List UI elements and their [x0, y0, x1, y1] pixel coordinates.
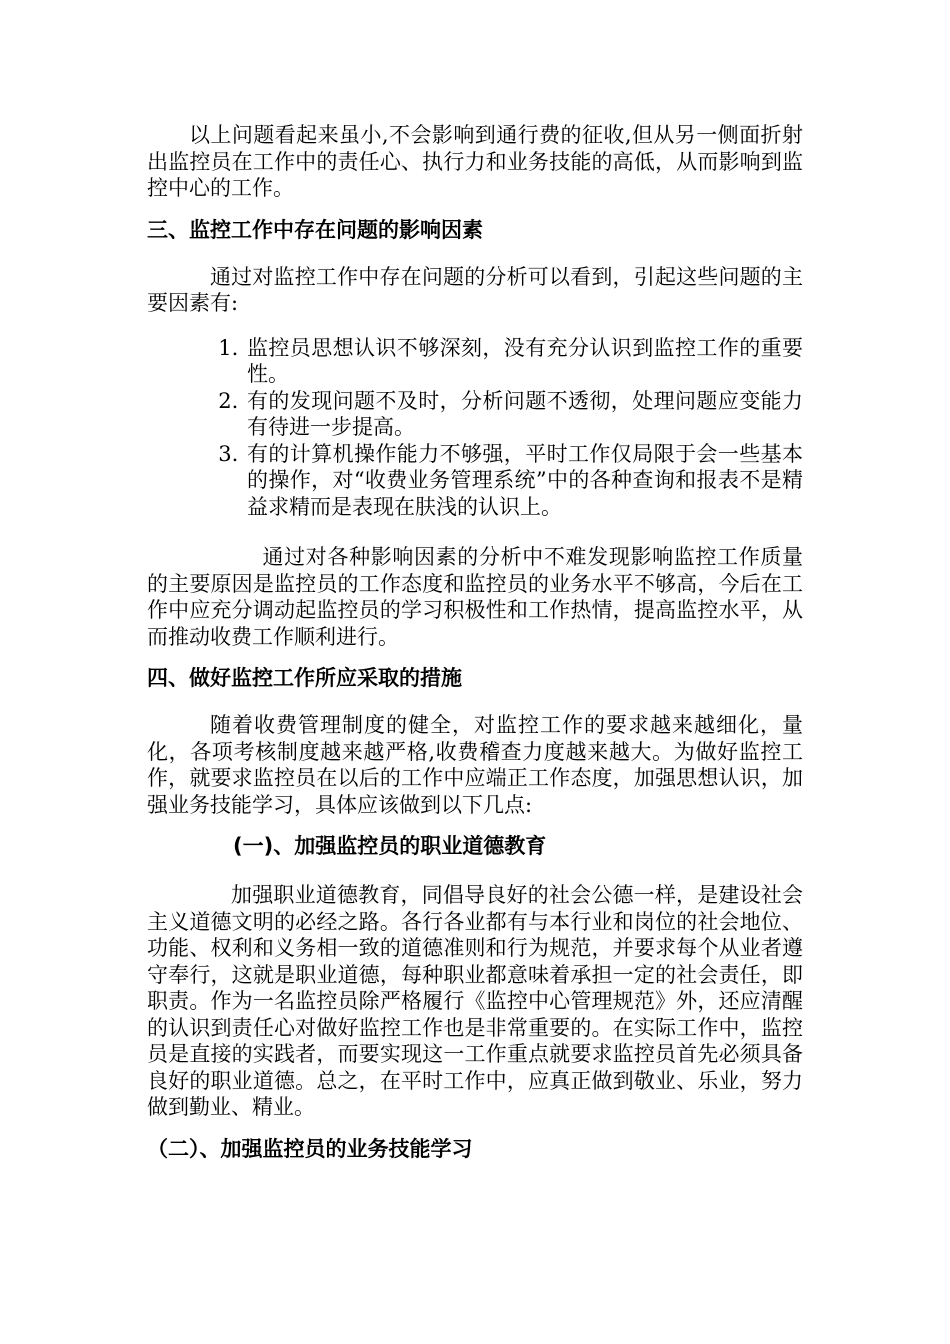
subsection-1-body: 加强职业道德教育，同倡导良好的社会公德一样，是建设社会主义道德文明的必经之路。各行各业都有与本行业和岗位的社会地位、功能、权利和义务相一致的道德准则和行为规范，并要求每个从业者遵守奉行，这就是职业道德，每种职业都意味着承担一定的社会责任，即职责。作为一名监控员除严格履行《监控中心管理规范》外，还应清醒的认识到责任心对做好监控工作也是非常重要的。在实际工作中，监控员是直接的实践者，而要实现这一工作重点就要求监控员首先必须具备良好的职业道德。总之，在平时工作中，应真正做到敬业、乐业，努力做到勤业、精业。	[147, 883, 803, 1119]
section-4-heading: 四、做好监控工作所应采取的措施	[147, 666, 462, 690]
section-3-conclusion: 通过对各种影响因素的分析中不难发现影响监控工作质量的主要原因是监控员的工作态度和监控员的业务水平不够高，今后在工作中应充分调动起监控员的学习积极性和工作热情，提高监控水平，从而推动收费工作顺利进行。	[147, 545, 803, 649]
factor-item-2: 2. 有的发现问题不及时，分析问题不透彻，处理问题应变能力有待进一步提高。	[245, 388, 803, 441]
subsection-1-heading: (一)、加强监控员的职业道德教育	[233, 834, 547, 858]
section-3-lead: 通过对监控工作中存在问题的分析可以看到，引起这些问题的主要因素有:	[147, 264, 803, 315]
factor-list	[147, 335, 803, 521]
subsection-2-heading: （二）、加强监控员的业务技能学习	[147, 1136, 473, 1161]
section-4-lead: 随着收费管理制度的健全，对监控工作的要求越来越细化，量化，各项考核制度越来越严格,收费稽查力度越来越大。为做好监控工作，就要求监控员在以后的工作中应端正工作态度，加强思想认识，加强业务技能学习，具体应该做到以下几点:	[147, 713, 803, 817]
factor-item-1: 1. 监控员思想认识不够深刻，没有充分认识到监控工作的重要性。	[245, 335, 803, 388]
intro-paragraph: 以上问题看起来虽小,不会影响到通行费的征收,但从另一侧面折射出监控员在工作中的责任心、执行力和业务技能的高低，从而影响到监控中心的工作。	[147, 123, 803, 200]
factor-item-3: 3. 有的计算机操作能力不够强，平时工作仅局限于会一些基本的操作，对“收费业务管理系统”中的各种查询和报表不是精益求精而是表现在肤浅的认识上。	[245, 441, 803, 521]
document-body	[147, 122, 803, 1163]
section-3-heading: 三、监控工作中存在问题的影响因素	[147, 217, 483, 242]
